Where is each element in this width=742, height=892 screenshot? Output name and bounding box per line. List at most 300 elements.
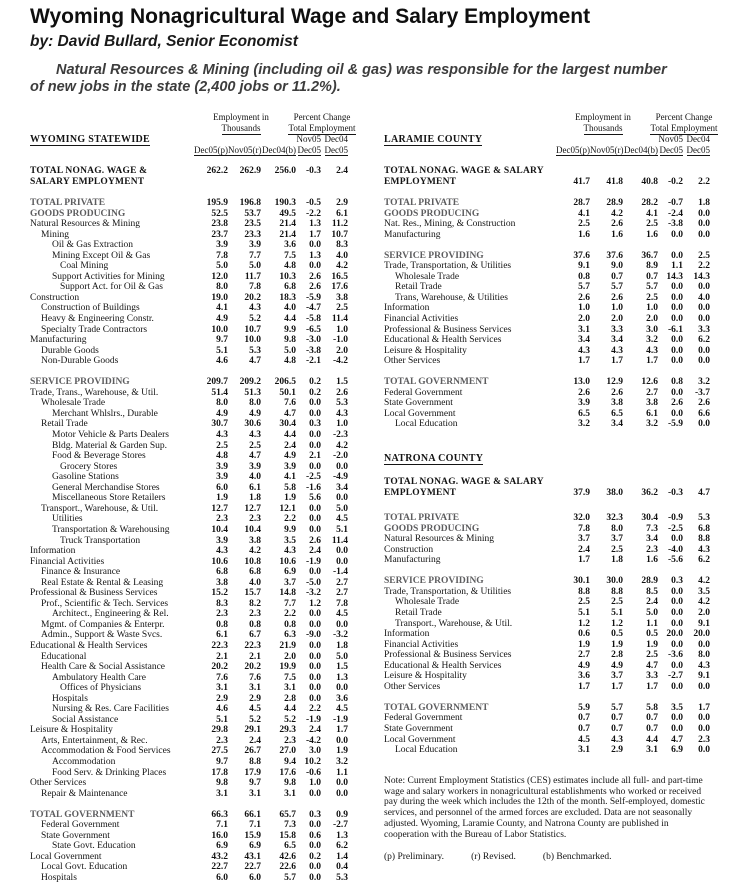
value-cell: 14.3 (693, 271, 710, 282)
table-row (30, 219, 348, 230)
value-cell: 7.3 (284, 820, 296, 831)
value-cell: 28.7 (573, 198, 590, 208)
table-row (30, 377, 348, 388)
value-cell: 36.2 (641, 488, 658, 499)
value-cell: 5.3 (698, 513, 710, 524)
value-cell: 0.0 (671, 345, 683, 356)
value-cell: 51.3 (244, 387, 261, 398)
row-label: Retail Trade (395, 282, 442, 293)
row-label: Leisure & Hospitality (30, 725, 113, 736)
table-row (30, 630, 348, 641)
value-cell: 30.4 (641, 513, 658, 524)
value-cell: 4.3 (336, 408, 348, 419)
row-label: SERVICE PROVIDING (30, 377, 130, 388)
value-cell: 0.0 (309, 503, 321, 514)
value-cell: -2.7 (332, 820, 348, 831)
table-row (384, 388, 710, 399)
col-header-dec05p (548, 145, 590, 156)
value-cell: -3.2 (305, 588, 321, 599)
value-cell: 0.0 (698, 639, 710, 650)
table-row (30, 409, 348, 420)
row-label: Information (30, 546, 76, 557)
spacer-row (30, 367, 348, 378)
row-label: Leisure & Hospitality (384, 671, 467, 682)
value-cell: 17.6 (279, 767, 296, 778)
value-cell: 1.8 (249, 493, 261, 504)
table-row (30, 673, 348, 684)
value-cell: 23.8 (211, 219, 228, 230)
col-header-dec04b (623, 145, 658, 156)
row-label: Educational & Health Services (384, 660, 502, 671)
value-cell: 1.6 (578, 229, 590, 240)
table-row (384, 272, 710, 283)
value-cell: 209.2 (239, 377, 261, 388)
value-cell: 16.0 (211, 830, 228, 841)
value-cell: 3.5 (671, 702, 683, 713)
row-label: Financial Activities (30, 556, 105, 567)
value-cell: 1.7 (309, 229, 321, 240)
value-cell: -0.5 (305, 198, 321, 208)
value-cell: 195.9 (206, 198, 228, 208)
thousands-label: Thousands (583, 123, 623, 133)
table-row (30, 725, 348, 736)
percent-change-group-header (293, 112, 351, 123)
value-cell: 2.3 (216, 735, 228, 746)
value-cell: 1.0 (611, 303, 623, 314)
thousands-label: Thousands (221, 123, 261, 133)
value-cell: 0.0 (309, 430, 321, 441)
value-cell: 10.7 (244, 324, 261, 335)
value-cell: 2.8 (611, 650, 623, 661)
value-cell: 3.1 (578, 745, 590, 756)
value-cell: 0.0 (671, 660, 683, 671)
value-cell: 3.2 (698, 377, 710, 388)
value-cell: 2.2 (284, 609, 296, 620)
value-cell: 0.0 (671, 408, 683, 419)
value-cell: 43.1 (244, 851, 261, 862)
value-cell: 38.0 (606, 488, 623, 499)
value-cell: 1.6 (646, 229, 658, 240)
value-cell: 1.9 (611, 639, 623, 650)
row-label: Utilities (52, 514, 83, 525)
value-cell: 7.7 (284, 598, 296, 609)
value-cell: 22.7 (211, 862, 228, 873)
value-cell: 2.5 (611, 544, 623, 555)
row-label: SERVICE PROVIDING (384, 576, 484, 587)
value-cell: 37.6 (573, 250, 590, 261)
value-cell: 4.3 (698, 544, 710, 555)
value-cell: 3.8 (611, 398, 623, 409)
row-label: Educational & Health Services (384, 335, 502, 346)
value-cell: 20.2 (211, 662, 228, 673)
value-cell: 0.0 (336, 493, 348, 504)
value-cell: 0.8 (578, 271, 590, 282)
value-cell: 1.9 (646, 639, 658, 650)
value-cell: 8.2 (249, 598, 261, 609)
value-cell: 2.4 (646, 597, 658, 608)
value-cell: 10.6 (211, 556, 228, 567)
row-label: Wholesale Trade (41, 398, 106, 409)
row-label: Educational & Health Services (30, 640, 148, 651)
value-cell: 8.8 (698, 534, 710, 545)
value-cell: -0.3 (667, 488, 683, 499)
row-label: Mining Except Oil & Gas (52, 250, 151, 261)
value-cell: 0.0 (698, 303, 710, 314)
value-cell: 0.0 (671, 607, 683, 618)
table-row (384, 282, 710, 293)
value-cell: 5.0 (216, 261, 228, 272)
table-row (384, 682, 710, 693)
value-cell: 23.5 (244, 219, 261, 230)
value-cell: 1.0 (578, 303, 590, 314)
nov05r-label: Nov05(r) (590, 145, 624, 155)
value-cell: 5.1 (216, 714, 228, 725)
value-cell: 10.4 (244, 524, 261, 535)
row-label: Manufacturing (384, 229, 441, 240)
row-label: State Government (41, 830, 110, 841)
value-cell: 0.0 (698, 419, 710, 430)
row-label: Oil & Gas Extraction (52, 240, 133, 251)
value-cell: 6.1 (216, 630, 228, 641)
value-cell: -2.3 (332, 430, 348, 441)
value-cell: 0.0 (698, 745, 710, 756)
value-cell: 42.6 (279, 851, 296, 862)
value-cell: 49.5 (279, 208, 296, 219)
value-cell: 4.0 (284, 303, 296, 314)
table-row (384, 703, 710, 714)
table-row (384, 661, 710, 672)
row-label: Nat. Res., Mining, & Construction (384, 219, 516, 230)
table-row (384, 619, 710, 630)
value-cell: 22.7 (244, 862, 261, 873)
row-label: Wholesale Trade (395, 597, 460, 608)
value-cell: 0.0 (309, 862, 321, 873)
value-cell: 0.0 (671, 303, 683, 314)
intro-line-1: Natural Resources & Mining (including oil & gas) was responsible for the largest number (56, 62, 667, 78)
value-cell: 10.3 (279, 271, 296, 282)
value-cell: 0.0 (671, 292, 683, 303)
total-line-2 (384, 177, 710, 188)
value-cell: 0.0 (309, 461, 321, 472)
value-cell: 3.0 (646, 324, 658, 335)
row-label: Prof., Scientific & Tech. Services (41, 598, 169, 609)
value-cell: 5.2 (284, 714, 296, 725)
value-cell: 37.9 (573, 488, 590, 499)
row-label: Local Government (384, 734, 456, 745)
row-label: Support Act. for Oil & Gas (60, 282, 163, 293)
value-cell: 0.3 (671, 576, 683, 587)
table-row (384, 409, 710, 420)
section-title-natrona (384, 453, 710, 464)
table-row (30, 831, 348, 842)
table-row (30, 683, 348, 694)
value-cell: 2.4 (309, 546, 321, 557)
value-cell: 1.0 (646, 303, 658, 314)
value-cell: 0.0 (698, 723, 710, 734)
value-cell: 32.0 (573, 513, 590, 524)
value-cell: 3.4 (578, 335, 590, 346)
spacer-row (384, 566, 710, 577)
value-cell: 1.3 (336, 672, 348, 683)
value-cell: 9.7 (216, 335, 228, 346)
value-cell: 1.6 (611, 229, 623, 240)
value-cell: 196.8 (239, 198, 261, 208)
value-cell: -2.5 (305, 472, 321, 483)
value-cell: 2.7 (336, 588, 348, 599)
table-row (384, 419, 710, 430)
value-cell: 3.4 (646, 534, 658, 545)
value-cell: 2.5 (336, 303, 348, 314)
row-label: Financial Activities (384, 639, 459, 650)
col-header-nov05r (228, 145, 261, 156)
value-cell: 8.5 (646, 586, 658, 597)
value-cell: 41.7 (573, 177, 590, 187)
value-cell: 2.6 (578, 387, 590, 398)
section-title-statewide (30, 134, 296, 145)
value-cell: 0.0 (671, 250, 683, 261)
value-cell: 1.8 (611, 555, 623, 566)
table-row (30, 694, 348, 705)
table-row (30, 504, 348, 515)
table-row (30, 588, 348, 599)
row-label: Offices of Physicians (60, 683, 142, 694)
value-cell: 21.4 (279, 229, 296, 240)
row-label: Food & Beverage Stores (52, 451, 146, 462)
row-label: Leisure & Hospitality (384, 345, 467, 356)
value-cell: 2.9 (611, 745, 623, 756)
row-label: Heavy & Engineering Constr. (41, 314, 154, 325)
value-cell: -4.0 (667, 544, 683, 555)
header-date-row (30, 145, 348, 156)
value-cell: 7.5 (284, 672, 296, 683)
value-cell: 5.1 (578, 607, 590, 618)
value-cell: -1.9 (305, 556, 321, 567)
value-cell: 0.8 (284, 619, 296, 630)
value-cell: -4.9 (332, 472, 348, 483)
table-row (30, 398, 348, 409)
value-cell: 3.8 (249, 535, 261, 546)
table-row (30, 514, 348, 525)
section-title-laramie (384, 134, 658, 145)
col-header-dec04b (261, 145, 296, 156)
row-label: Natural Resources & Mining (384, 534, 495, 545)
value-cell: 4.9 (216, 408, 228, 419)
value-cell: 1.0 (336, 324, 348, 335)
value-cell: 0.0 (671, 314, 683, 325)
natrona-table-rows (384, 513, 710, 756)
value-cell: 17.9 (244, 767, 261, 778)
table-row (30, 462, 348, 473)
value-cell: 1.9 (216, 493, 228, 504)
value-cell: 4.0 (698, 292, 710, 303)
value-cell: 4.8 (284, 356, 296, 367)
value-cell: 52.5 (211, 208, 228, 219)
value-cell: 0.4 (336, 862, 348, 873)
value-cell: 0.2 (309, 851, 321, 862)
value-cell: 4.8 (216, 451, 228, 462)
value-cell: 6.5 (578, 408, 590, 419)
total-label-line2: EMPLOYMENT (384, 177, 457, 187)
value-cell: 2.6 (671, 398, 683, 409)
value-cell: 0.0 (671, 639, 683, 650)
statewide-title-text: WYOMING STATEWIDE (30, 134, 151, 145)
row-label: Retail Trade (41, 419, 88, 430)
value-cell: 3.7 (578, 534, 590, 545)
value-cell: 2.4 (336, 166, 348, 176)
value-cell: 3.9 (216, 535, 228, 546)
row-label: Transportation & Warehousing (52, 524, 170, 535)
table-row (30, 198, 348, 209)
value-cell: 18.3 (279, 292, 296, 303)
value-cell: 0.0 (309, 693, 321, 704)
value-cell: 1.7 (578, 555, 590, 566)
value-cell: 8.0 (698, 650, 710, 661)
value-cell: 12.9 (606, 377, 623, 388)
natrona-title-text: NATRONA COUNTY (384, 453, 484, 465)
employment-group-header (186, 112, 296, 123)
value-cell: 9.7 (216, 756, 228, 767)
value-cell: 5.7 (611, 282, 623, 293)
value-cell: 5.0 (336, 651, 348, 662)
row-label: Ambulatory Health Care (52, 672, 146, 683)
table-row (30, 282, 348, 293)
value-cell: 0.0 (309, 398, 321, 409)
value-cell: 0.0 (336, 778, 348, 789)
value-cell: 2.4 (249, 735, 261, 746)
value-cell: 4.4 (284, 704, 296, 715)
value-cell: 0.9 (336, 809, 348, 820)
value-cell: 26.7 (244, 746, 261, 757)
value-cell: 3.3 (698, 324, 710, 335)
table-row (384, 335, 710, 346)
value-cell: 0.0 (671, 618, 683, 629)
value-cell: 37.6 (606, 250, 623, 261)
value-cell: 2.6 (611, 387, 623, 398)
value-cell: 20.0 (666, 629, 683, 640)
spacer-row (384, 692, 710, 703)
row-label: Construction of Buildings (41, 303, 140, 314)
value-cell: 4.4 (284, 430, 296, 441)
value-cell: 10.0 (211, 324, 228, 335)
table-row (30, 251, 348, 262)
value-cell: 28.9 (641, 576, 658, 587)
value-cell: -1.4 (332, 567, 348, 578)
row-label: TOTAL PRIVATE (384, 198, 460, 208)
table-row (30, 620, 348, 631)
table-row (30, 820, 348, 831)
value-cell: 3.4 (336, 482, 348, 493)
value-cell: 41.8 (606, 177, 623, 187)
value-cell: 1.7 (646, 356, 658, 367)
value-cell: 6.7 (249, 630, 261, 641)
table-row (30, 789, 348, 800)
value-cell: 5.2 (249, 714, 261, 725)
row-label: TOTAL PRIVATE (384, 513, 460, 524)
table-row (30, 546, 348, 557)
value-cell: 2.2 (698, 261, 710, 272)
table-row (384, 398, 710, 409)
value-cell: -4.2 (332, 356, 348, 367)
value-cell: 0.0 (309, 820, 321, 831)
row-label: Coal Mining (60, 261, 109, 272)
row-label: Local Govt. Education (41, 862, 128, 873)
row-label: Professional & Business Services (384, 650, 512, 661)
value-cell: -0.2 (667, 177, 683, 187)
value-cell: 1.9 (336, 746, 348, 757)
value-cell: 14.3 (666, 271, 683, 282)
value-cell: 2.1 (309, 451, 321, 462)
value-cell: 0.0 (671, 387, 683, 398)
value-cell: 6.8 (216, 567, 228, 578)
value-cell: 4.3 (216, 430, 228, 441)
value-cell: 5.1 (216, 345, 228, 356)
dec05a-label: Dec05 (659, 145, 683, 155)
value-cell: 7.8 (578, 523, 590, 534)
value-cell: 11.4 (331, 535, 348, 546)
value-cell: 0.7 (611, 713, 623, 724)
value-cell: 4.8 (284, 261, 296, 272)
value-cell: 4.9 (216, 314, 228, 325)
row-label: Other Services (384, 681, 441, 692)
value-cell: 4.2 (336, 440, 348, 451)
value-cell: -3.6 (667, 650, 683, 661)
value-cell: 28.9 (606, 198, 623, 208)
value-cell: 4.5 (336, 514, 348, 525)
table-row (384, 534, 710, 545)
table-row (384, 377, 710, 388)
table-row (30, 746, 348, 757)
value-cell: 1.9 (284, 493, 296, 504)
value-cell: 5.0 (336, 503, 348, 514)
value-cell: 3.3 (611, 324, 623, 335)
value-cell: 0.0 (336, 556, 348, 567)
value-cell: 7.1 (249, 820, 261, 831)
value-cell: 4.6 (216, 356, 228, 367)
value-cell: 14.8 (279, 588, 296, 599)
dec05p-label: Dec05(p) (556, 145, 590, 155)
employment-group-header (548, 112, 658, 123)
value-cell: 29.1 (244, 725, 261, 736)
value-cell: 2.0 (284, 651, 296, 662)
value-cell: -6.1 (667, 324, 683, 335)
table-row (384, 576, 710, 587)
value-cell: 2.4 (284, 440, 296, 451)
table-row (30, 314, 348, 325)
table-row (30, 578, 348, 589)
value-cell: 36.7 (641, 250, 658, 261)
footnote-revised: (r) Revised. (471, 852, 516, 863)
value-cell: -2.7 (667, 671, 683, 682)
value-cell: 3.0 (309, 746, 321, 757)
value-cell: 12.7 (244, 503, 261, 514)
value-cell: 1.1 (336, 767, 348, 778)
value-cell: 6.0 (216, 873, 228, 883)
row-label: Truck Transportation (60, 535, 141, 546)
table-row (384, 524, 710, 535)
value-cell: 2.5 (646, 650, 658, 661)
value-cell: 6.9 (671, 745, 683, 756)
header-group-row-2 (30, 123, 356, 134)
value-cell: 2.5 (578, 597, 590, 608)
value-cell: -4.2 (305, 735, 321, 746)
laramie-total-row (384, 166, 710, 188)
value-cell: 9.1 (698, 618, 710, 629)
row-label: Health Care & Social Assistance (41, 662, 165, 673)
value-cell: 3.7 (611, 671, 623, 682)
value-cell: 1.0 (336, 419, 348, 430)
value-cell: 22.3 (211, 640, 228, 651)
table-row (384, 608, 710, 619)
